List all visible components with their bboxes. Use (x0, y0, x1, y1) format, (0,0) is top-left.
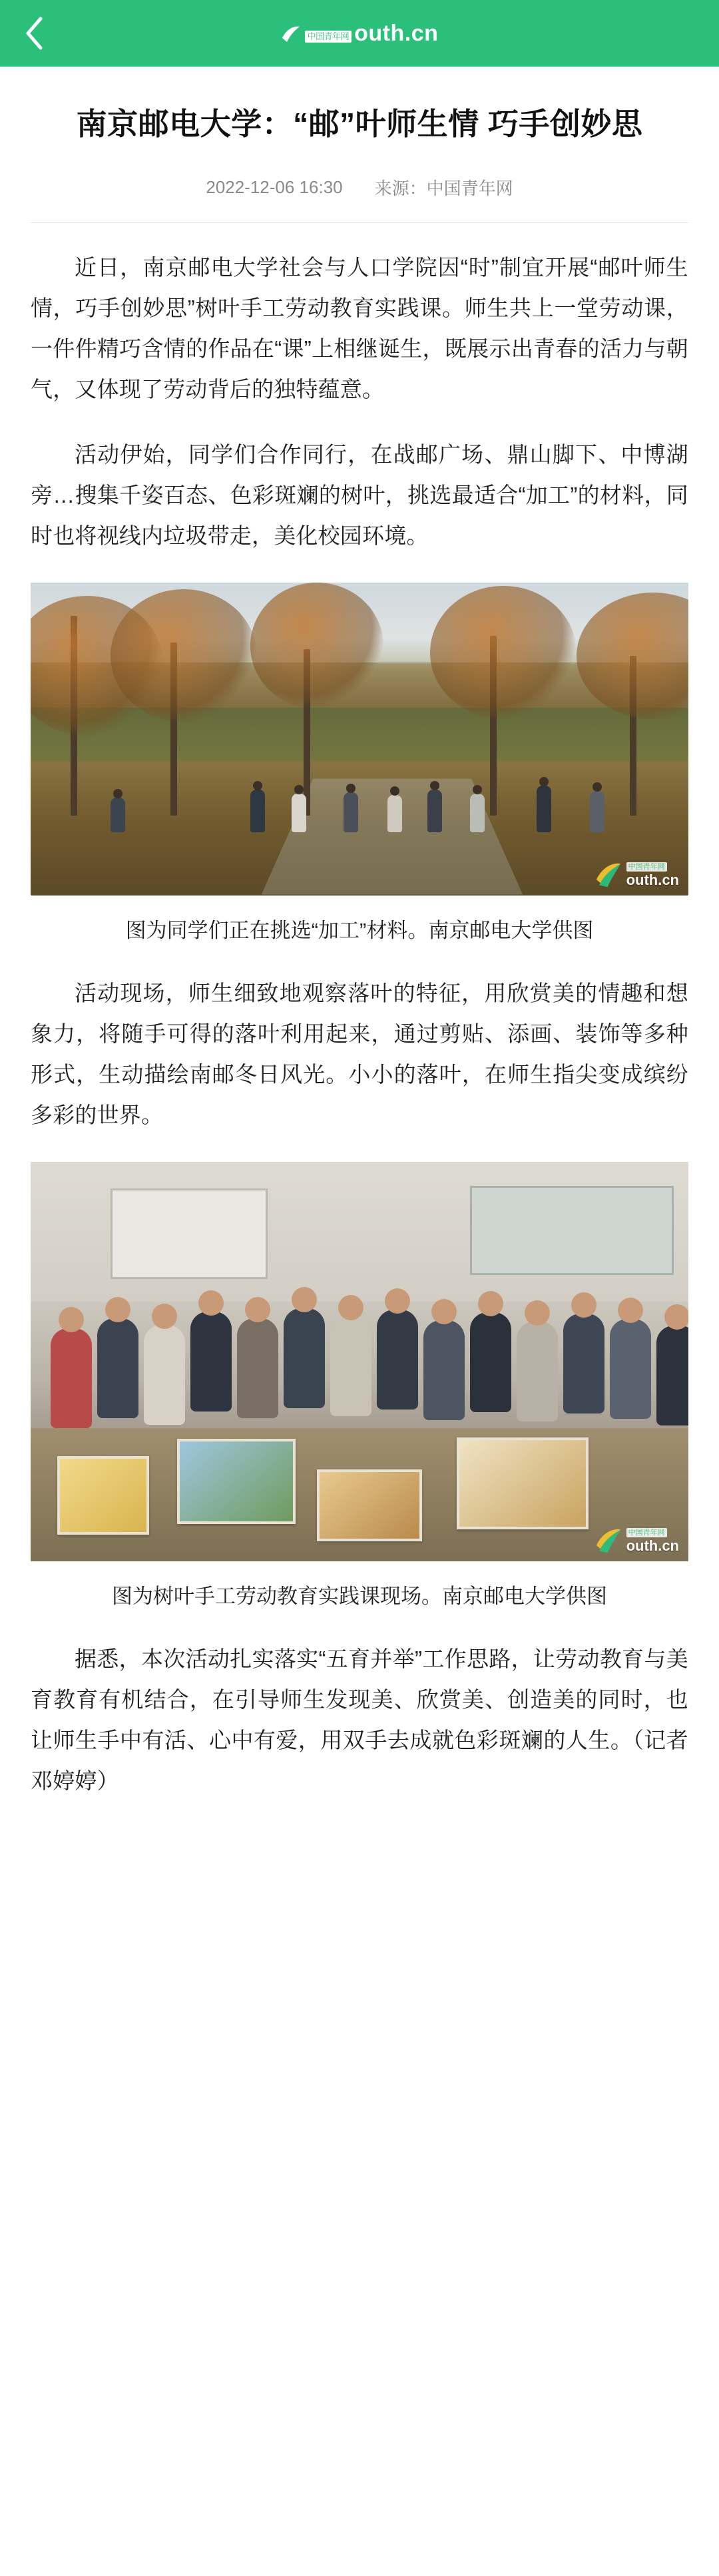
figure-caption: 图为树叶手工劳动教育实践课现场。南京邮电大学供图 (112, 1585, 607, 1609)
swoosh-icon (281, 25, 301, 45)
source-label: 来源： (374, 178, 427, 199)
figure-image-classroom-group (31, 1162, 688, 1561)
photo-tree-crown (250, 583, 383, 709)
article-paragraph: 活动伊始，同学们合作同行，在战邮广场、鼎山脚下、中博湖旁…搜集千姿百态、色彩斑斓的树叶，挑选最适合“加工”的材料，同时也将视线内垃圾带走，美化校园环境。 (31, 441, 688, 548)
article-paragraph: 活动现场，师生细致地观察落叶的特征，用欣赏美的情趣和想象力，将随手可得的落叶利用起来，通过剪贴、添画、装饰等多种形式，生动描绘南邮冬日风光。小小的落叶，在师生指尖变成缤纷多彩的世界。 (31, 980, 688, 1128)
photo-person (610, 1319, 651, 1419)
image-watermark (595, 861, 679, 889)
photo-person (111, 798, 125, 832)
site-logo-badge: 中国青年网 (305, 31, 352, 43)
photo-person (517, 1322, 558, 1421)
figure-image-autumn-campus (31, 583, 688, 896)
page-title: 南京邮电大学：“邮”叶师生情 巧手创妙思 (76, 107, 643, 141)
photo-leaf-artwork (177, 1439, 296, 1524)
photo-person (237, 1318, 278, 1418)
photo-person (284, 1308, 325, 1408)
article-container (0, 103, 719, 1842)
photo-person (190, 1312, 232, 1412)
photo-leaf-artwork (317, 1469, 422, 1541)
photo-person (144, 1325, 185, 1425)
swoosh-icon (595, 1527, 622, 1555)
chevron-left-icon (23, 15, 46, 51)
photo-person (563, 1314, 604, 1414)
photo-person (590, 791, 604, 832)
photo-person (387, 795, 402, 832)
watermark-text: outh.cn (626, 871, 679, 888)
photo-person (51, 1328, 92, 1428)
site-logo[interactable] (281, 22, 439, 45)
photo-tree-crown (111, 589, 257, 722)
photo-person (344, 792, 358, 832)
article-meta (31, 175, 688, 200)
swoosh-icon (595, 861, 622, 889)
photo-leaf-artwork (457, 1437, 589, 1529)
photo-projector-screen (111, 1188, 268, 1279)
site-logo-mark (281, 22, 439, 45)
watermark-badge: 中国青年网 (626, 862, 667, 872)
watermark-badge: 中国青年网 (626, 1528, 667, 1537)
app-header (0, 0, 719, 67)
figure-caption: 图为同学们正在挑选“加工”材料。南京邮电大学供图 (125, 918, 594, 942)
photo-person (292, 794, 306, 832)
back-button[interactable] (16, 15, 53, 52)
photo-person (97, 1318, 138, 1418)
photo-person (250, 790, 265, 832)
article-figure (31, 1162, 688, 1615)
source-wrapper (375, 175, 513, 200)
photo-person (470, 1312, 511, 1412)
watermark-text: outh.cn (626, 1537, 679, 1555)
photo-person (656, 1326, 688, 1425)
photo-whiteboard (470, 1186, 674, 1275)
site-logo-text: outh.cn (354, 21, 439, 46)
photo-person (470, 794, 485, 832)
photo-person (377, 1310, 418, 1410)
photo-person (423, 1320, 465, 1420)
photo-person (427, 790, 442, 832)
photo-person (537, 786, 551, 832)
photo-tree-crown (430, 586, 577, 719)
photo-leaf-artwork (57, 1456, 149, 1535)
photo-person (330, 1316, 371, 1416)
article-figure (31, 583, 688, 949)
header-divider (31, 222, 688, 223)
image-watermark (595, 1527, 679, 1555)
publish-date: 2022-12-06 16:30 (206, 177, 343, 198)
article-paragraph: 近日，南京邮电大学社会与人口学院因“时”制宜开展“邮叶师生情，巧手创妙思”树叶手工劳动教育实践课。师生共上一堂劳动课，一件件精巧含情的作品在“课”上相继诞生，既展示出青春的活力与朝气，又体现了劳动背后的独特蕴意。 (31, 255, 688, 402)
article-paragraph: 据悉，本次活动扎实落实“五育并举”工作思路，让劳动教育与美育教育有机结合，在引导师生发现美、欣赏美、创造美的同时，也让师生手中有活、心中有爱，用双手去成就色彩斑斓的人生。（记者 邓婷婷） (31, 1647, 688, 1794)
source-name: 中国青年网 (426, 178, 513, 199)
bottom-spacer (31, 1802, 688, 1842)
